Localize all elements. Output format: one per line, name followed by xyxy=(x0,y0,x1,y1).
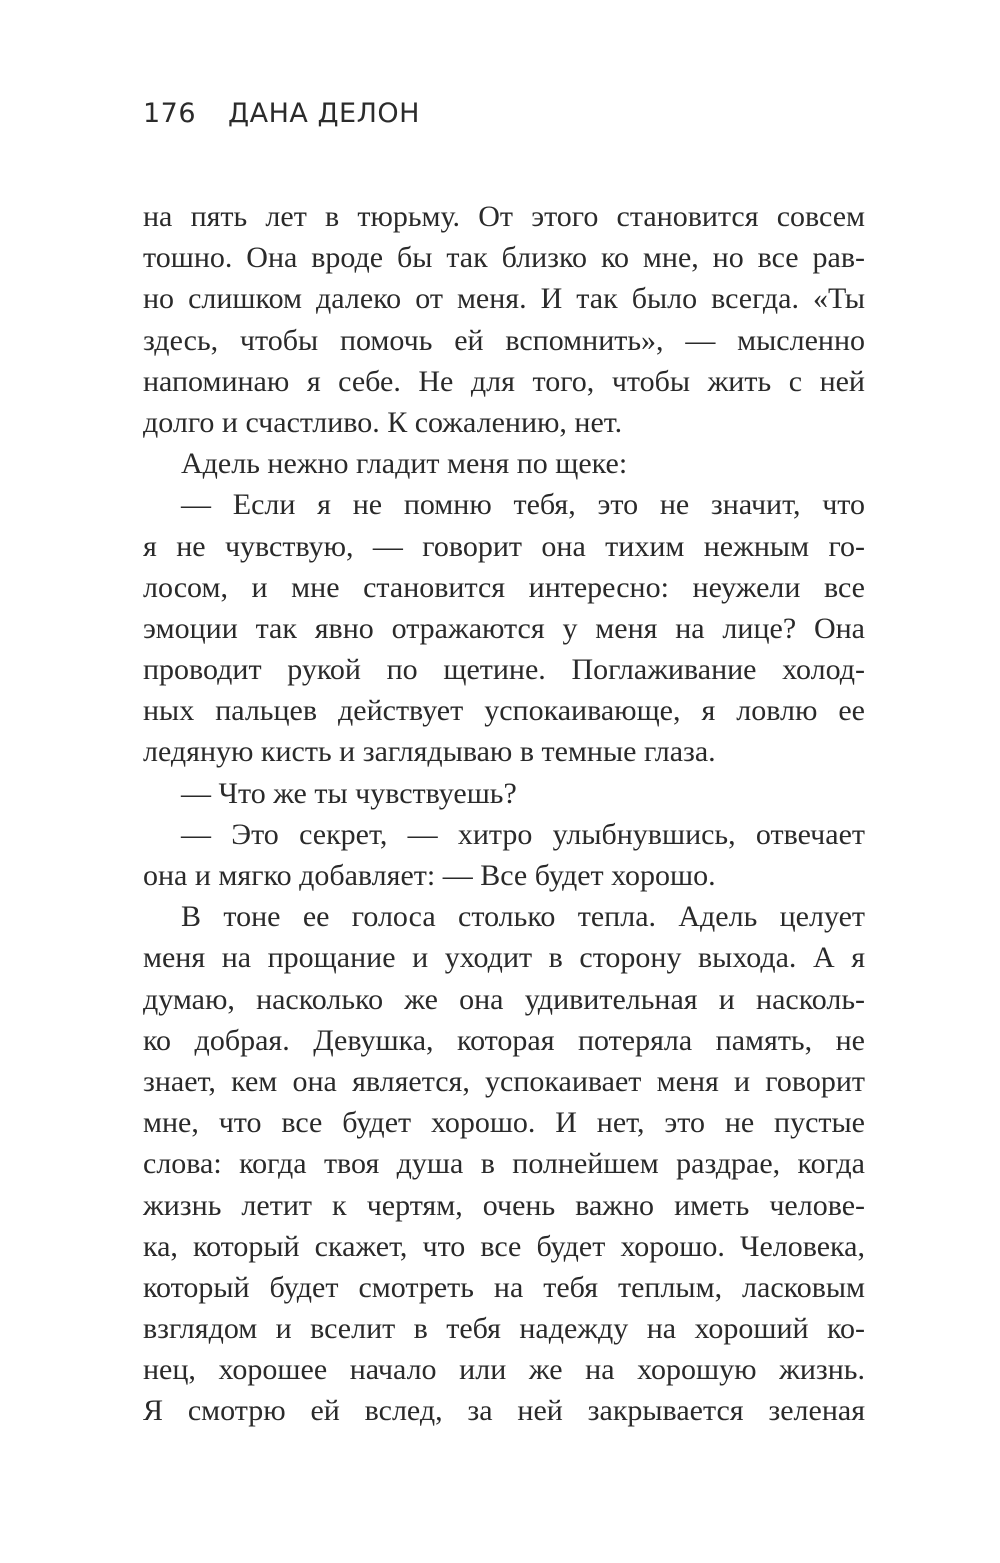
text-line: проводит рукой по щетине. Поглаживание холод- xyxy=(143,653,865,687)
text-line: меня на прощание и уходит в сторону выхода. А я xyxy=(143,941,865,975)
text-line: — Если я не помню тебя, это не значит, что xyxy=(181,488,865,522)
body-text xyxy=(143,196,865,1432)
text-line: думаю, насколько же она удивительная и насколь- xyxy=(143,982,865,1016)
text-line: эмоции так явно отражаются у меня на лице? Она xyxy=(143,611,865,645)
text-line: В тоне ее голоса столько тепла. Адель целует xyxy=(181,900,865,934)
text-line: ка, который скажет, что все будет хорошо. Человека, xyxy=(143,1229,865,1263)
text-line: напоминаю я себе. Не для того, чтобы жить с ней xyxy=(143,364,865,398)
text-line: знает, кем она является, успокаивает меня и говорит xyxy=(143,1064,865,1098)
text-line: мне, что все будет хорошо. И нет, это не пустые xyxy=(143,1106,865,1140)
author-name: ДАНА ДЕЛОН xyxy=(228,98,420,129)
text-line: она и мягко добавляет: — Все будет хорошо. xyxy=(143,859,716,892)
text-line: ных пальцев действует успокаивающе, я ловлю ее xyxy=(143,694,865,728)
running-header xyxy=(143,94,420,134)
text-line: я не чувствую, — говорит она тихим нежным го- xyxy=(143,529,865,563)
text-line: — Это секрет, — хитро улыбнувшись, отвечает xyxy=(181,817,865,851)
text-line: но слишком далеко от меня. И так было всегда. «Ты xyxy=(143,282,865,316)
text-line: ледяную кисть и заглядываю в темные глаза. xyxy=(143,735,716,769)
page-number: 176 xyxy=(143,98,197,129)
text-line: Я смотрю ей вслед, за ней закрывается зеленая xyxy=(143,1394,865,1428)
text-line: здесь, чтобы помочь ей вспомнить», — мысленно xyxy=(143,323,865,357)
text-line: взглядом и вселит в тебя надежду на хороший ко- xyxy=(143,1312,865,1346)
text-line: тошно. Она вроде бы так близко ко мне, но все рав- xyxy=(143,241,865,275)
text-line: жизнь летит к чертям, очень важно иметь челове- xyxy=(143,1188,865,1222)
text-line: ко добрая. Девушка, которая потеряла память, не xyxy=(143,1023,865,1057)
text-line: лосом, и мне становится интересно: неужели все xyxy=(143,570,865,604)
text-line: — Что же ты чувствуешь? xyxy=(181,776,517,810)
text-line: на пять лет в тюрьму. От этого становится совсем xyxy=(143,200,865,233)
text-line: который будет смотреть на тебя теплым, ласковым xyxy=(143,1270,865,1304)
text-line: долго и счастливо. К сожалению, нет. xyxy=(143,405,623,439)
text-line: нец, хорошее начало или же на хорошую жизнь. xyxy=(143,1353,865,1387)
text-line: слова: когда твоя душа в полнейшем раздрае, когда xyxy=(143,1147,865,1181)
text-line: Адель нежно гладит меня по щеке: xyxy=(181,447,628,481)
